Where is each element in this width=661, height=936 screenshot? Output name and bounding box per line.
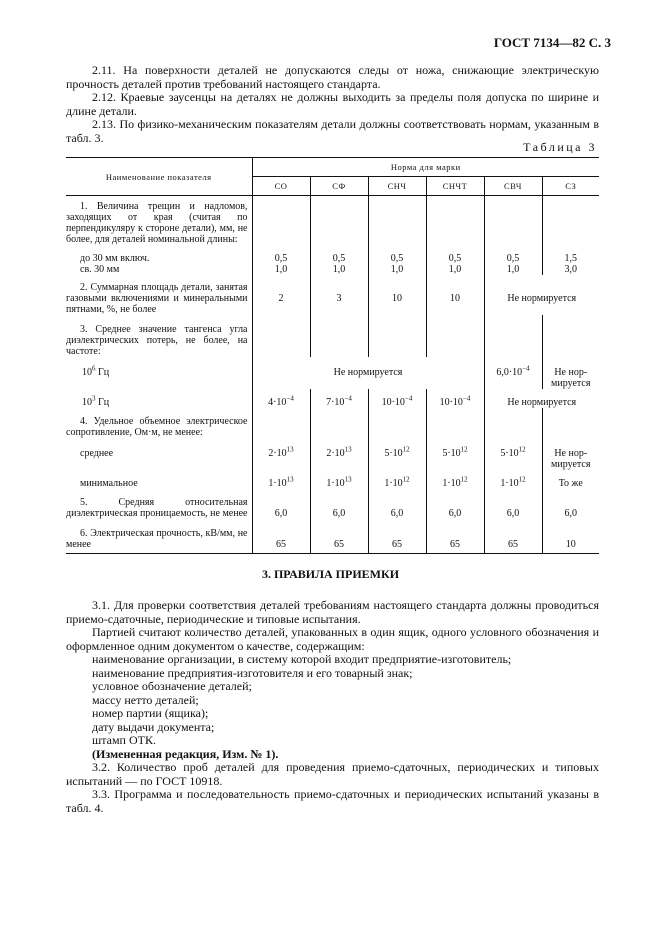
table-cell: 65 [368, 519, 426, 554]
grade-header: СО [252, 177, 310, 196]
table-cell-not-normalized: Не нор-мируется [542, 357, 599, 389]
list-item: наименование предприятия-изготовителя и его товарный знак; [92, 665, 413, 680]
table-cell: 65 [484, 519, 542, 554]
table-cell: 10 [426, 275, 484, 315]
paragraph-3-1: 3.1. Для проверки соответствия деталей требованиям настоящего стандарта должны проводиться приемо-сдаточные, периодические и типовые испытания. [66, 598, 599, 626]
paragraph-2-13: 2.13. По физико-механическим показателям детали должны соответствовать нормам, указанным в табл. 3. [66, 117, 599, 145]
row-label: 3. Среднее значение тангенса угла диэлектрических потерь, не более, на частоте: [66, 324, 248, 357]
table-cell: 0,5 [484, 245, 542, 264]
paragraph-party: Партией считают количество деталей, упакованных в один ящик, одного условного обозначения и оформленное одним документом о качестве, содержащим: [66, 625, 599, 653]
row-sublabel: до 30 мм включ. [80, 253, 150, 264]
list-item: условное обозначение деталей; [92, 679, 252, 693]
table-cell: 0,5 [368, 245, 426, 264]
grade-header: СНЧТ [426, 177, 484, 196]
table-cell: $1\cdot 10^{12}$ [426, 470, 484, 489]
table-cell: 1,0 [426, 264, 484, 275]
table-cell: 6,0 [252, 489, 310, 519]
row-sublabel: св. 30 мм [80, 264, 120, 275]
grade-header: СЗ [542, 177, 599, 196]
table-cell: $1\cdot 10^{12}$ [484, 470, 542, 489]
table-cell: 0,5 [426, 245, 484, 264]
column-header-indicator: Наименование показателя [66, 158, 252, 196]
table-cell: $10\cdot 10^{-4}$ [368, 389, 426, 408]
table-cell: 65 [426, 519, 484, 554]
table-cell-not-normalized: Не нор-мируется [542, 438, 599, 470]
table-cell: 2 [252, 275, 310, 315]
table-cell: 0,5 [252, 245, 310, 264]
row-label: 4. Удельное объемное электрическое сопротивление, Ом·м, не менее: [66, 416, 248, 438]
list-item: номер партии (ящика); [92, 706, 209, 720]
table-cell: 65 [252, 519, 310, 554]
table-cell: 6,0 [426, 489, 484, 519]
row-sublabel: $10^3$ Гц [82, 394, 110, 408]
table-cell: 1,0 [368, 264, 426, 275]
table-cell: 6,0 [310, 489, 368, 519]
table-cell: 3 [310, 275, 368, 315]
table-cell: 0,5 [310, 245, 368, 264]
table-cell: 6,0 [484, 489, 542, 519]
table-cell-not-normalized: Не нормируется [484, 389, 599, 408]
row-label: 6. Электрическая прочность, кВ/мм, не менее [66, 528, 248, 550]
table-cell: 6,0 [368, 489, 426, 519]
grade-header: СФ [310, 177, 368, 196]
table-cell: $1\cdot 10^{13}$ [252, 470, 310, 489]
table-cell: 1,0 [310, 264, 368, 275]
table-cell: 3,0 [542, 264, 599, 275]
table-caption: Таблица 3 [523, 140, 597, 154]
row-sublabel: минимальное [80, 478, 138, 489]
requirements-list [66, 653, 599, 761]
table-cell: $7\cdot 10^{-4}$ [310, 389, 368, 408]
grade-header: СНЧ [368, 177, 426, 196]
table-cell: То же [542, 470, 599, 489]
row-label: 2. Суммарная площадь детали, занятая газовыми включениями и минеральными пятнами, %, не более [66, 282, 248, 315]
table-cell: 6,0 [542, 489, 599, 519]
column-header-norm: Норма для марки [252, 158, 599, 177]
table-cell: $2\cdot 10^{13}$ [310, 438, 368, 470]
row-label: 5. Средняя относительная диэлектрическая проницаемость, не менее [66, 497, 248, 519]
table-cell: $5\cdot 10^{12}$ [426, 438, 484, 470]
list-item: наименование организации, в систему которой входит предприятие-изготовитель; [92, 652, 512, 666]
row-label: 1. Величина трещин и надломов, заходящих от края (считая по перпендикуляру к стороне детали), мм, не более, для деталей номинальной длины: [66, 201, 248, 245]
table-cell: $10\cdot 10^{-4}$ [426, 389, 484, 408]
list-item: штамп ОТК. [92, 733, 156, 747]
table-cell: 10 [542, 519, 599, 554]
table-cell: $1\cdot 10^{12}$ [368, 470, 426, 489]
grade-header: СВЧ [484, 177, 542, 196]
table-cell-not-normalized: Не нормируется [484, 275, 599, 315]
table-cell: $2\cdot 10^{13}$ [252, 438, 310, 470]
paragraph-2-11: 2.11. На поверхности деталей не допускаются следы от ножа, снижающие электрическую прочность деталей против требований настоящего стандарта. [66, 63, 599, 91]
table-cell: $6,0\cdot 10^{-4}$ [484, 357, 542, 389]
table-cell: $1\cdot 10^{13}$ [310, 470, 368, 489]
table-cell: $5\cdot 10^{12}$ [368, 438, 426, 470]
amendment-note: (Измененная редакция, Изм. № 1). [92, 746, 279, 761]
paragraph-3-3: 3.3. Программа и последовательность приемо-сдаточных и периодических испытаний указаны в табл. 4. [66, 787, 599, 815]
table-cell: 1,0 [484, 264, 542, 275]
list-item: дату выдачи документа; [92, 719, 215, 734]
table-cell: 1,5 [542, 245, 599, 264]
table-cell: 65 [310, 519, 368, 554]
table-cell: $5\cdot 10^{12}$ [484, 438, 542, 470]
row-sublabel: $10^6$ Гц [82, 364, 110, 378]
table-cell: $4\cdot 10^{-4}$ [252, 389, 310, 408]
paragraph-2-12: 2.12. Краевые заусенцы на деталях не должны выходить за пределы поля допуска по ширине и длине детали. [66, 90, 599, 118]
table-cell-not-normalized: Не нормируется [252, 357, 484, 389]
list-item: массу нетто деталей; [92, 692, 199, 707]
table-cell: 10 [368, 275, 426, 315]
section-title: 3. ПРАВИЛА ПРИЕМКИ [261, 567, 400, 581]
row-sublabel: среднее [80, 448, 114, 459]
paragraph-3-2: 3.2. Количество проб деталей для проведения приемо-сдаточных, периодических и типовых испытаний — по ГОСТ 10918. [66, 760, 599, 788]
table-cell: 1,0 [252, 264, 310, 275]
table-3 [66, 157, 599, 554]
page-header: ГОСТ 7134—82 С. 3 [493, 35, 611, 50]
